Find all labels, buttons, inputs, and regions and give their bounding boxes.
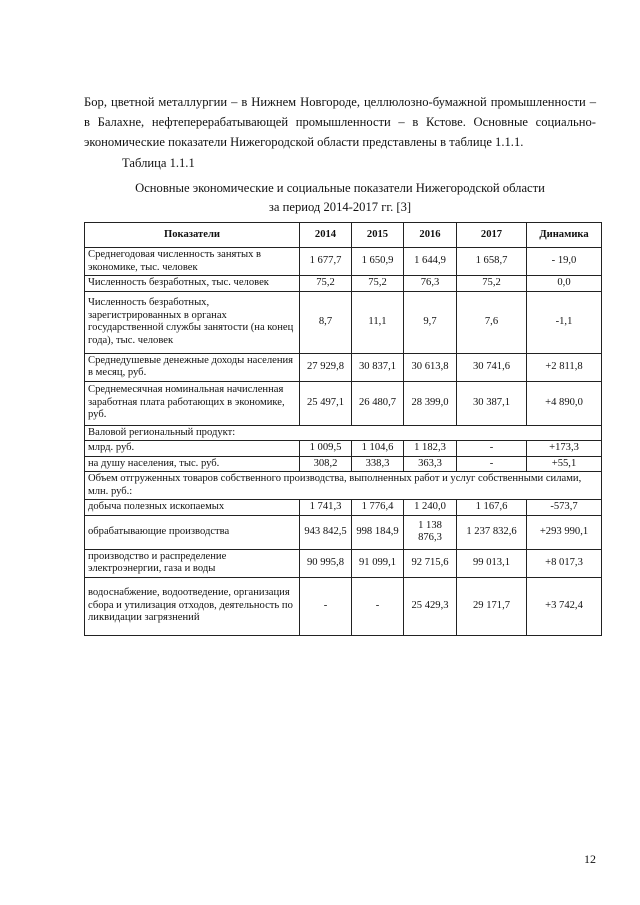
table-section-row — [85, 425, 602, 441]
header-2015: 2015 — [352, 223, 404, 248]
section-label: Объем отгруженных товаров собственного производства, выполненных работ и услуг собственными силами, млн. руб.: — [85, 472, 602, 500]
table-row — [85, 456, 602, 472]
cell-value: +55,1 — [527, 456, 602, 472]
cell-value: - — [457, 456, 527, 472]
cell-value: -573,7 — [527, 500, 602, 516]
cell-value: +4 890,0 — [527, 381, 602, 425]
cell-value: 1 237 832,6 — [457, 515, 527, 549]
cell-value: 1 741,3 — [300, 500, 352, 516]
cell-value: 30 741,6 — [457, 353, 527, 381]
cell-value: 1 644,9 — [404, 248, 457, 276]
header-indicator: Показатели — [85, 223, 300, 248]
table-row — [85, 248, 602, 276]
cell-value: 1 138 876,3 — [404, 515, 457, 549]
row-label: обрабатывающие производства — [85, 515, 300, 549]
table-row — [85, 381, 602, 425]
table-row — [85, 549, 602, 577]
cell-value: 8,7 — [300, 291, 352, 353]
cell-value: 1 167,6 — [457, 500, 527, 516]
cell-value: 91 099,1 — [352, 549, 404, 577]
cell-value: 90 995,8 — [300, 549, 352, 577]
cell-value: - — [457, 441, 527, 457]
cell-value: 30 613,8 — [404, 353, 457, 381]
cell-value: 1 240,0 — [404, 500, 457, 516]
cell-value: -1,1 — [527, 291, 602, 353]
cell-value: 1 104,6 — [352, 441, 404, 457]
cell-value: 28 399,0 — [404, 381, 457, 425]
header-2016: 2016 — [404, 223, 457, 248]
row-label: Среднедушевые денежные доходы населения в месяц, руб. — [85, 353, 300, 381]
row-label: водоснабжение, водоотведение, организация сбора и утилизация отходов, деятельность по ликвидации загрязнений — [85, 577, 300, 635]
table-section-row — [85, 472, 602, 500]
table-row — [85, 577, 602, 635]
section-label: Валовой региональный продукт: — [85, 425, 602, 441]
cell-value: 1 182,3 — [404, 441, 457, 457]
intro-paragraph: Бор, цветной металлургии – в Нижнем Новгороде, целлюлозно-бумажной промышленности – в Балахне, нефтеперерабатывающей промышленности – в Кстове. Основные социально-экономические показатели Нижегородской области представлены в таблице 1.1.1. — [84, 95, 596, 149]
cell-value: 30 837,1 — [352, 353, 404, 381]
cell-value: 308,2 — [300, 456, 352, 472]
cell-value: +2 811,8 — [527, 353, 602, 381]
cell-value: 99 013,1 — [457, 549, 527, 577]
cell-value: 943 842,5 — [300, 515, 352, 549]
table-title — [84, 179, 596, 217]
row-label: Среднегодовая численность занятых в экономике, тыс. человек — [85, 248, 300, 276]
cell-value: 7,6 — [457, 291, 527, 353]
cell-value: 1 009,5 — [300, 441, 352, 457]
header-2014: 2014 — [300, 223, 352, 248]
cell-value: 1 677,7 — [300, 248, 352, 276]
cell-value: 75,2 — [300, 276, 352, 292]
cell-value: +3 742,4 — [527, 577, 602, 635]
row-label: Среднемесячная номинальная начисленная заработная плата работающих в экономике, руб. — [85, 381, 300, 425]
cell-value: 0,0 — [527, 276, 602, 292]
table-header-row — [85, 223, 602, 248]
cell-value: 27 929,8 — [300, 353, 352, 381]
cell-value: 26 480,7 — [352, 381, 404, 425]
table-row — [85, 441, 602, 457]
table-row — [85, 500, 602, 516]
header-dynamics: Динамика — [527, 223, 602, 248]
cell-value: +173,3 — [527, 441, 602, 457]
row-label: производство и распределение электроэнергии, газа и воды — [85, 549, 300, 577]
cell-value: 363,3 — [404, 456, 457, 472]
row-label: млрд. руб. — [85, 441, 300, 457]
cell-value: 998 184,9 — [352, 515, 404, 549]
cell-value: 75,2 — [457, 276, 527, 292]
table-title-line-2: за период 2014-2017 гг. [3] — [268, 200, 412, 214]
cell-value: 29 171,7 — [457, 577, 527, 635]
cell-value: - 19,0 — [527, 248, 602, 276]
row-label: Численность безработных, тыс. человек — [85, 276, 300, 292]
cell-value: 75,2 — [352, 276, 404, 292]
cell-value: 1 650,9 — [352, 248, 404, 276]
cell-value: - — [352, 577, 404, 635]
table-row — [85, 515, 602, 549]
indicators-table — [84, 222, 602, 636]
cell-value: +293 990,1 — [527, 515, 602, 549]
page-number: 12 — [584, 852, 596, 866]
cell-value: +8 017,3 — [527, 549, 602, 577]
cell-value: - — [300, 577, 352, 635]
table-title-line-1: Основные экономические и социальные показатели Нижегородской области — [135, 181, 545, 195]
cell-value: 30 387,1 — [457, 381, 527, 425]
cell-value: 338,3 — [352, 456, 404, 472]
cell-value: 25 497,1 — [300, 381, 352, 425]
table-row — [85, 276, 602, 292]
cell-value: 9,7 — [404, 291, 457, 353]
table-caption: Таблица 1.1.1 — [122, 156, 195, 170]
table-row — [85, 353, 602, 381]
cell-value: 25 429,3 — [404, 577, 457, 635]
row-label: на душу населения, тыс. руб. — [85, 456, 300, 472]
cell-value: 76,3 — [404, 276, 457, 292]
row-label: Численность безработных, зарегистрированных в органах государственной службы занятости (на конец года), тыс. человек — [85, 291, 300, 353]
header-2017: 2017 — [457, 223, 527, 248]
row-label: добыча полезных ископаемых — [85, 500, 300, 516]
cell-value: 11,1 — [352, 291, 404, 353]
cell-value: 92 715,6 — [404, 549, 457, 577]
cell-value: 1 776,4 — [352, 500, 404, 516]
cell-value: 1 658,7 — [457, 248, 527, 276]
table-row — [85, 291, 602, 353]
